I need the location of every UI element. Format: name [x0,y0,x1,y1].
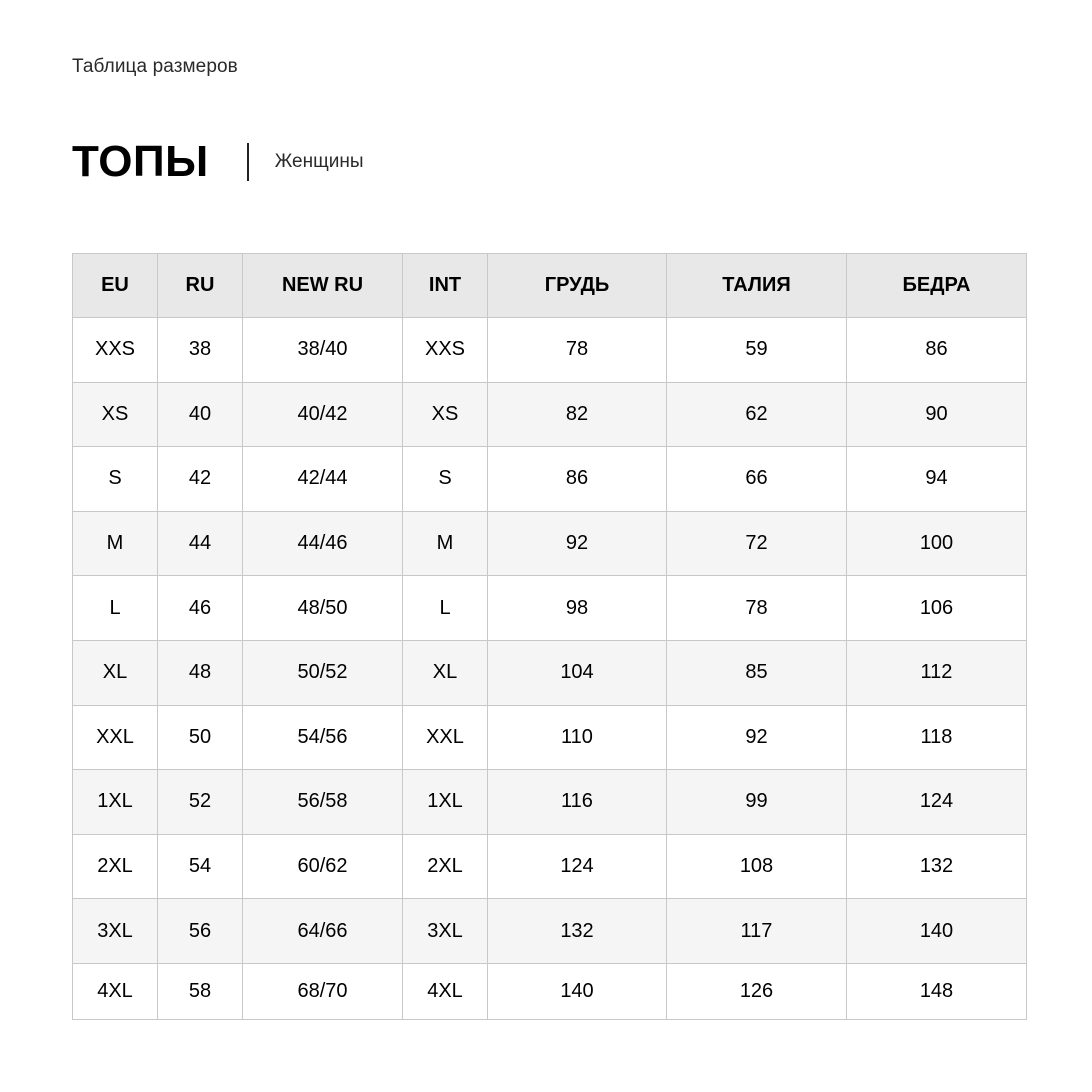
cell-hips: 100 [847,511,1027,576]
cell-ru: 50 [158,705,243,770]
table-header [73,254,1027,318]
cell-ru: 54 [158,834,243,899]
cell-waist: 62 [667,382,847,447]
cell-eu: XXS [73,318,158,383]
cell-ru: 42 [158,447,243,512]
table-row [73,834,1027,899]
column-header-hips: БЕДРА [847,254,1027,318]
table-row [73,576,1027,641]
column-header-bust: ГРУДЬ [488,254,667,318]
cell-bust: 86 [488,447,667,512]
cell-ru: 48 [158,640,243,705]
table-row [73,318,1027,383]
cell-hips: 132 [847,834,1027,899]
cell-new-ru: 42/44 [243,447,403,512]
column-header-int: INT [403,254,488,318]
cell-waist: 126 [667,963,847,1019]
cell-new-ru: 50/52 [243,640,403,705]
cell-eu: 1XL [73,770,158,835]
cell-int: 3XL [403,899,488,964]
page-title: ТОПЫ [72,137,209,186]
cell-eu: M [73,511,158,576]
cell-waist: 108 [667,834,847,899]
cell-ru: 38 [158,318,243,383]
cell-hips: 124 [847,770,1027,835]
cell-waist: 72 [667,511,847,576]
cell-ru: 52 [158,770,243,835]
column-header-ru: RU [158,254,243,318]
cell-new-ru: 44/46 [243,511,403,576]
cell-hips: 86 [847,318,1027,383]
table-row [73,770,1027,835]
table-row [73,382,1027,447]
cell-new-ru: 60/62 [243,834,403,899]
cell-int: XL [403,640,488,705]
cell-waist: 78 [667,576,847,641]
cell-hips: 106 [847,576,1027,641]
table-row [73,963,1027,1019]
cell-bust: 132 [488,899,667,964]
cell-int: XXL [403,705,488,770]
table-row [73,705,1027,770]
column-header-waist: ТАЛИЯ [667,254,847,318]
heading-divider [247,143,249,181]
cell-int: XXS [403,318,488,383]
page-subtitle: Таблица размеров [72,56,238,77]
cell-new-ru: 48/50 [243,576,403,641]
cell-eu: 3XL [73,899,158,964]
cell-waist: 117 [667,899,847,964]
table-body [73,318,1027,1020]
column-header-eu: EU [73,254,158,318]
cell-int: XS [403,382,488,447]
cell-new-ru: 64/66 [243,899,403,964]
cell-eu: 4XL [73,963,158,1019]
cell-waist: 59 [667,318,847,383]
cell-ru: 44 [158,511,243,576]
cell-new-ru: 38/40 [243,318,403,383]
cell-eu: 2XL [73,834,158,899]
cell-int: 4XL [403,963,488,1019]
cell-ru: 40 [158,382,243,447]
cell-bust: 110 [488,705,667,770]
header-row [73,254,1027,318]
cell-new-ru: 40/42 [243,382,403,447]
cell-hips: 112 [847,640,1027,705]
heading-row [72,138,363,186]
cell-hips: 90 [847,382,1027,447]
cell-waist: 85 [667,640,847,705]
cell-ru: 58 [158,963,243,1019]
cell-hips: 94 [847,447,1027,512]
cell-waist: 92 [667,705,847,770]
cell-eu: S [73,447,158,512]
cell-hips: 148 [847,963,1027,1019]
cell-eu: XS [73,382,158,447]
cell-bust: 104 [488,640,667,705]
table-row [73,511,1027,576]
cell-eu: XXL [73,705,158,770]
cell-int: M [403,511,488,576]
cell-int: S [403,447,488,512]
cell-int: 2XL [403,834,488,899]
cell-ru: 56 [158,899,243,964]
cell-hips: 118 [847,705,1027,770]
cell-bust: 82 [488,382,667,447]
cell-bust: 98 [488,576,667,641]
cell-waist: 99 [667,770,847,835]
cell-new-ru: 68/70 [243,963,403,1019]
cell-eu: XL [73,640,158,705]
table-row [73,899,1027,964]
cell-waist: 66 [667,447,847,512]
cell-new-ru: 54/56 [243,705,403,770]
cell-int: 1XL [403,770,488,835]
gender-category: Женщины [274,151,364,172]
table-row [73,640,1027,705]
cell-ru: 46 [158,576,243,641]
cell-int: L [403,576,488,641]
cell-bust: 140 [488,963,667,1019]
cell-new-ru: 56/58 [243,770,403,835]
cell-bust: 116 [488,770,667,835]
column-header-new-ru: NEW RU [243,254,403,318]
table-row [73,447,1027,512]
cell-bust: 78 [488,318,667,383]
cell-hips: 140 [847,899,1027,964]
cell-bust: 92 [488,511,667,576]
cell-eu: L [73,576,158,641]
size-table [72,253,1027,1020]
cell-bust: 124 [488,834,667,899]
